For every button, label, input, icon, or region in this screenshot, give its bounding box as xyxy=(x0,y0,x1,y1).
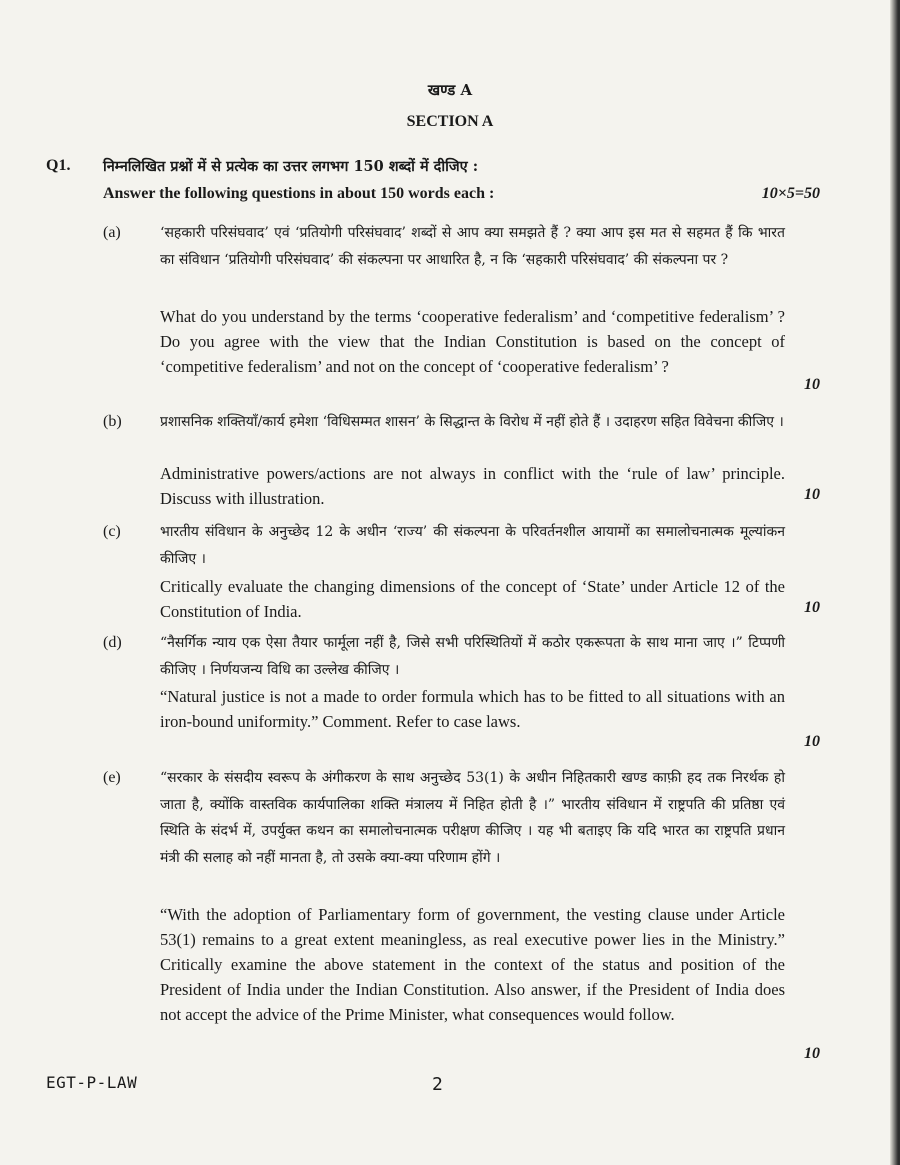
part-text-english: “Natural justice is not a made to order formula which has to be fitted to all situations with an iron-bound uniformity.” Comment. Refer to case laws. xyxy=(160,687,785,731)
part-a-marks: 10 xyxy=(804,376,820,393)
section-heading-english: SECTION A xyxy=(406,113,494,130)
part-label: (d) xyxy=(103,634,122,651)
part-label: (b) xyxy=(103,413,122,430)
part-text-hindi: ‘सहकारी परिसंघवाद’ एवं ‘प्रतियोगी परिसंघवाद’ शब्दों से आप क्या समझते हैं ? क्या आप इस मत से सहमत हैं कि भारत का संविधान ‘प्रतियोगी परिसंघवाद’ की संकल्पना पर आधारित है, न कि ‘सहकारी परिसंघवाद’ की संकल्पना पर ? xyxy=(160,225,785,268)
part-label: (a) xyxy=(103,224,121,241)
part-b-marks: 10 xyxy=(804,486,820,503)
question-instruction-hindi: निम्नलिखित प्रश्नों में से प्रत्येक का उत्तर लगभग 150 शब्दों में दीजिए : xyxy=(103,158,479,175)
part-d-marks: 10 xyxy=(804,733,820,750)
paper-code: EGT-P-LAW xyxy=(46,1073,138,1092)
part-text-hindi: “नैसर्गिक न्याय एक ऐसा तैयार फार्मूला नहीं है, जिसे सभी परिस्थितियों में कठोर एकरूपता के साथ माना जाए ।” टिप्पणी कीजिए । निर्णयजन्य विधि का उल्लेख कीजिए । xyxy=(160,635,785,678)
page-edge-shadow xyxy=(890,0,900,1165)
part-text-english: What do you understand by the terms ‘cooperative federalism’ and ‘competitive federalism’ ? Do you agree with the view that the Indian Constitution is based on the concept of ‘competitive federalism’ and not on the concept of ‘cooperative federalism’ ? xyxy=(160,307,785,376)
part-text-english: Administrative powers/actions are not always in conflict with the ‘rule of law’ principle. Discuss with illustration. xyxy=(160,464,785,508)
part-text-hindi: “सरकार के संसदीय स्वरूप के अंगीकरण के साथ अनुच्छेद 53(1) के अधीन निहितकारी खण्ड काफ़ी हद तक निरर्थक हो जाता है, क्योंकि वास्तविक कार्यपालिका शक्ति मंत्रालय में निहित होती है ।” भारतीय संविधान में राष्ट्रपति की प्रतिष्ठा एवं स्थिति के संदर्भ में, उपर्युक्त कथन का समालोचनात्मक परीक्षण कीजिए । यह भी बताइए कि यदि भारत का राष्ट्रपति प्रधान मंत्री की सलाह को नहीं मानता है, तो उसके क्या-क्या परिणाम होंगे । xyxy=(160,770,785,866)
part-label: (c) xyxy=(103,523,121,540)
part-e-marks: 10 xyxy=(804,1045,820,1062)
page-number: 2 xyxy=(432,1074,443,1095)
part-c-marks: 10 xyxy=(804,599,820,616)
part-label: (e) xyxy=(103,769,121,786)
part-text-english: Critically evaluate the changing dimensions of the concept of ‘State’ under Article 12 of the Constitution of India. xyxy=(160,577,785,621)
question-number: Q1. xyxy=(46,157,71,174)
part-text-english: “With the adoption of Parliamentary form of government, the vesting clause under Article 53(1) remains to a great extent meaningless, as real executive power lies in the Ministry.” Critically examine the above statement in the context of the status and position of the President of India under the Indian Constitution. Also answer, if the President of India does not accept the advice of the Prime Minister, what consequences would follow. xyxy=(160,905,785,1024)
part-text-hindi: भारतीय संविधान के अनुच्छेद 12 के अधीन ‘राज्य’ की संकल्पना के परिवर्तनशील आयामों का समालोचनात्मक मूल्यांकन कीजिए । xyxy=(160,524,785,567)
question-instruction-english: Answer the following questions in about 150 words each : xyxy=(103,185,495,202)
part-text-hindi: प्रशासनिक शक्तियाँ/कार्य हमेशा ‘विधिसम्मत शासन’ के सिद्धान्त के विरोध में नहीं होते हैं । उदाहरण सहित विवेचना कीजिए । xyxy=(160,414,784,430)
section-heading-hindi: खण्ड A xyxy=(427,81,473,99)
question-total-marks: 10×5=50 xyxy=(761,185,820,202)
